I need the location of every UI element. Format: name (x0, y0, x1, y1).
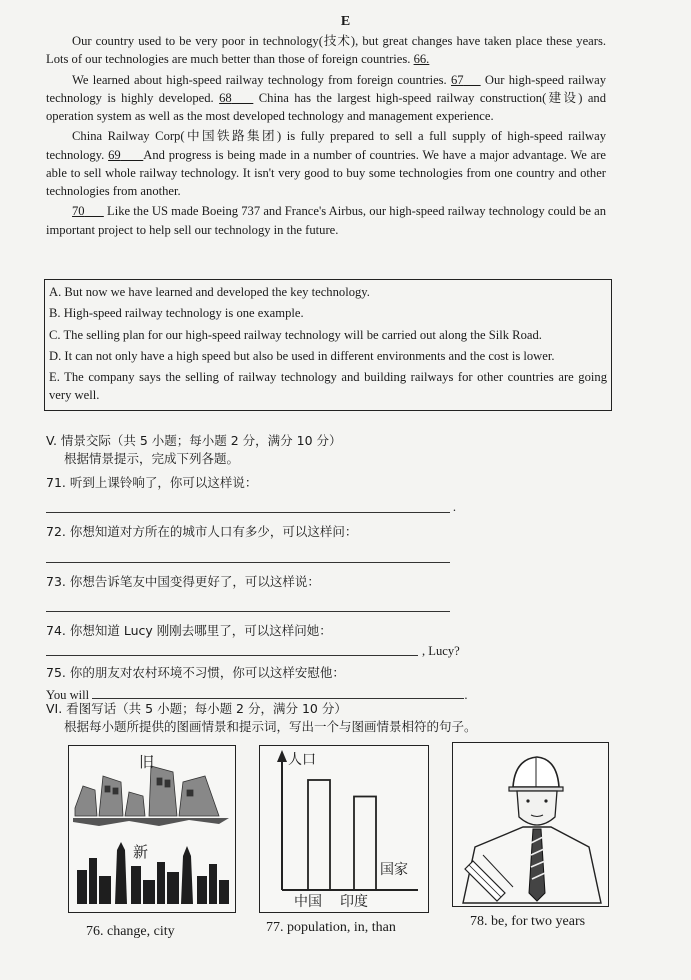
option-d: D. It can not only have a high speed but also be used in different environments and the cost is lower. (49, 348, 555, 363)
answer-75-prefix: You will (46, 687, 90, 702)
section-6-instruction: 根据每小题所提供的图画情景和提示词，写出一个与图画情景相符的句子。 (64, 719, 477, 735)
paragraph-1-text: Our country used to be very poor in technology(技术), but great changes have taken place these years. Lots of our technologies are much better than those of foreign countries. (46, 34, 606, 67)
question-74: 74. 你想知道 Lucy 刚刚去哪里了，可以这样问她： (46, 622, 332, 638)
blank-67[interactable]: 67 (450, 72, 464, 87)
question-75: 75. 你的朋友对农村环境不习惯，你可以这样安慰他： (46, 664, 345, 680)
paragraph-1 (46, 32, 606, 69)
caption-77: 77. population, in, than (266, 920, 396, 935)
caption-78: 78. be, for two years (470, 914, 586, 929)
category-china: 中国 (294, 894, 322, 910)
bar-india (354, 797, 376, 891)
blank-70[interactable]: 70 (72, 204, 85, 219)
population-chart (260, 746, 428, 912)
caption-76: 76. change, city (86, 924, 175, 939)
bar-china (308, 780, 330, 890)
section-5 (46, 432, 606, 704)
question-72: 72. 你想知道对方所在的城市人口有多少，可以这样问： (46, 524, 358, 540)
paragraph-2c-text: China has the largest high-speed railway construction(建设) and operation system as well as the most developed technology and management experience. (46, 90, 607, 123)
section-6 (46, 700, 606, 736)
options-box (44, 279, 612, 411)
y-axis-arrow-icon (277, 750, 287, 762)
picture-77 (259, 745, 429, 913)
answer-72-line[interactable] (46, 542, 450, 563)
answer-74-tail: , Lucy? (422, 643, 460, 658)
paragraph-2 (46, 71, 606, 126)
answer-75-dot: . (464, 687, 468, 702)
label-new: 新 (133, 843, 149, 861)
category-india: 印度 (340, 894, 368, 910)
answer-73-line[interactable] (46, 591, 450, 612)
answer-74-line[interactable] (46, 640, 606, 658)
question-73: 73. 你想告诉笔友中国变得更好了，可以这样说： (46, 573, 320, 589)
option-b: B. High-speed railway technology is one example. (49, 306, 304, 321)
y-axis-label: 人口 (288, 752, 316, 768)
label-old: 旧 (139, 753, 155, 771)
picture-76 (68, 745, 236, 913)
picture-78 (452, 742, 609, 907)
blank-69[interactable]: 69 (108, 147, 121, 162)
answer-71-line[interactable] (46, 492, 456, 515)
blank-66[interactable]: 66. (413, 52, 430, 67)
section-5-heading: V. 情景交际（共 5 小题；每小题 2 分，满分 10 分） (46, 433, 342, 448)
paragraph-2b-text: Our high-speed railway technology is highly developed. (46, 72, 607, 105)
paragraph-2a-text: We learned about high-speed railway technology from foreign countries. (72, 72, 447, 87)
answer-71-dot: . (452, 500, 456, 515)
paragraph-3 (46, 127, 606, 200)
worker-illustration (453, 743, 608, 906)
question-71: 71. 听到上课铃响了，你可以这样说： (46, 475, 258, 491)
option-e: E. The company says the selling of railway technology and building railways for other countries are going very well. (49, 370, 607, 403)
blank-68[interactable]: 68 (219, 90, 232, 105)
paragraph-3b-text: And progress is being made in a number of countries. We have a major advantage. We are able to sell whole railway technology. It isn't very good to buy some technologies from one country and other technologies from another. (46, 147, 607, 198)
section-5-instruction: 根据情景提示，完成下列各题。 (64, 451, 240, 467)
option-a: A. But now we have learned and developed the key technology. (49, 285, 370, 299)
reading-passage (46, 32, 606, 241)
paragraph-3a-text: China Railway Corp(中国铁路集团) is fully prepared to sell a full supply of high-speed railway technology. (46, 129, 606, 162)
section-6-heading: VI. 看图写话（共 5 小题；每小题 2 分，满分 10 分） (46, 701, 347, 716)
x-axis-label: 国家 (380, 862, 408, 878)
paragraph-4-text: Like the US made Boeing 737 and France's Airbus, our high-speed railway technology could be an important project to help sell our technology in the future. (46, 204, 607, 237)
option-c: C. The selling plan for our high-speed railway technology will be carried out along the Silk Road. (49, 327, 542, 342)
paragraph-4 (46, 202, 606, 239)
section-title: E (340, 14, 351, 29)
